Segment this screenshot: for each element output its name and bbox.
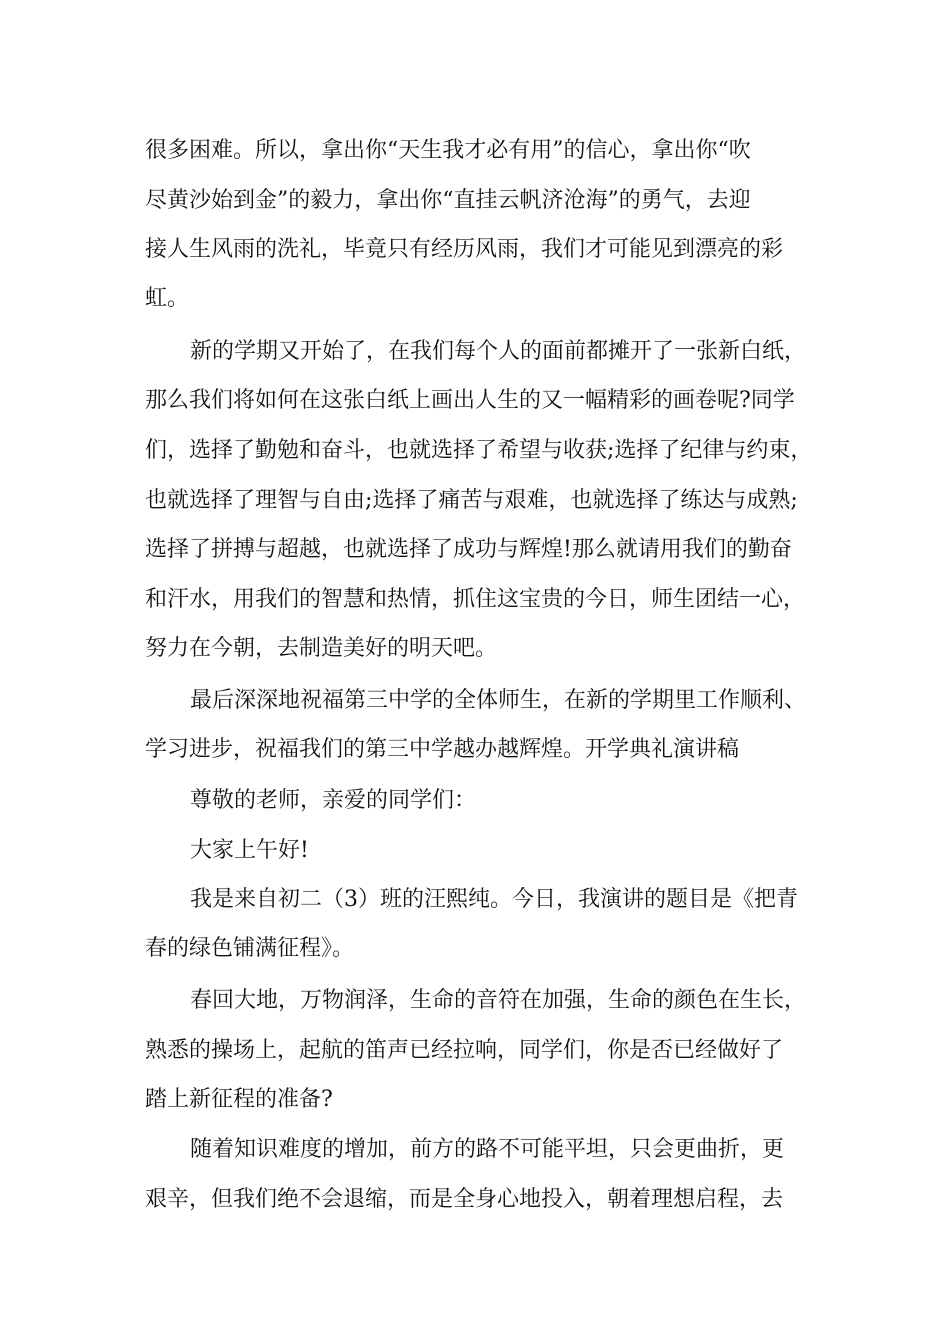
- text-line: 那么我们将如何在这张白纸上画出人生的又一幅精彩的画卷呢?同学: [145, 388, 795, 413]
- text-line: 尊敬的老师，亲爱的同学们：: [190, 788, 477, 813]
- text-line: 努力在今朝，去制造美好的明天吧。: [145, 636, 498, 661]
- text-line: 随着知识难度的增加，前方的路不可能平坦，只会更曲折，更: [190, 1137, 785, 1162]
- text-line: 学习进步，祝福我们的第三中学越办越辉煌。开学典礼演讲稿: [145, 737, 740, 762]
- text-line: 我是来自初二（3）班的汪熙纯。今日，我演讲的题目是《把青: [190, 887, 798, 912]
- text-line: 接人生风雨的洗礼，毕竟只有经历风雨，我们才可能见到漂亮的彩: [145, 237, 784, 262]
- text-line: 虹。: [145, 286, 190, 311]
- text-line: 熟悉的操场上，起航的笛声已经拉响，同学们，你是否已经做好了: [145, 1038, 784, 1063]
- text-line: 也就选择了理智与自由;选择了痛苦与艰难，也就选择了练达与成熟;: [145, 488, 798, 513]
- text-line: 最后深深地祝福第三中学的全体师生，在新的学期里工作顺利、: [190, 688, 807, 713]
- text-line: 尽黄沙始到金”的毅力，拿出你“直挂云帆济沧海”的勇气，去迎: [145, 188, 751, 213]
- text-line: 春回大地，万物润泽，生命的音符在加强，生命的颜色在生长，: [190, 988, 807, 1013]
- text-line: 艰辛，但我们绝不会退缩，而是全身心地投入，朝着理想启程，去: [145, 1187, 784, 1212]
- text-line: 们，选择了勤勉和奋斗，也就选择了希望与收获;选择了纪律与约束，: [145, 438, 813, 463]
- text-line: 和汗水，用我们的智慧和热情，抓住这宝贵的今日，师生团结一心，: [145, 587, 806, 612]
- text-line: 春的绿色铺满征程》。: [145, 936, 355, 961]
- text-line: 大家上午好!: [190, 838, 309, 863]
- text-line: 踏上新征程的准备?: [145, 1087, 333, 1112]
- text-line: 选择了拼搏与超越，也就选择了成功与辉煌!那么就请用我们的勤奋: [145, 537, 792, 562]
- text-line: 很多困难。所以，拿出你“天生我才必有用”的信心，拿出你“吹: [145, 138, 751, 163]
- text-line: 新的学期又开始了，在我们每个人的面前都摊开了一张新白纸，: [190, 339, 807, 364]
